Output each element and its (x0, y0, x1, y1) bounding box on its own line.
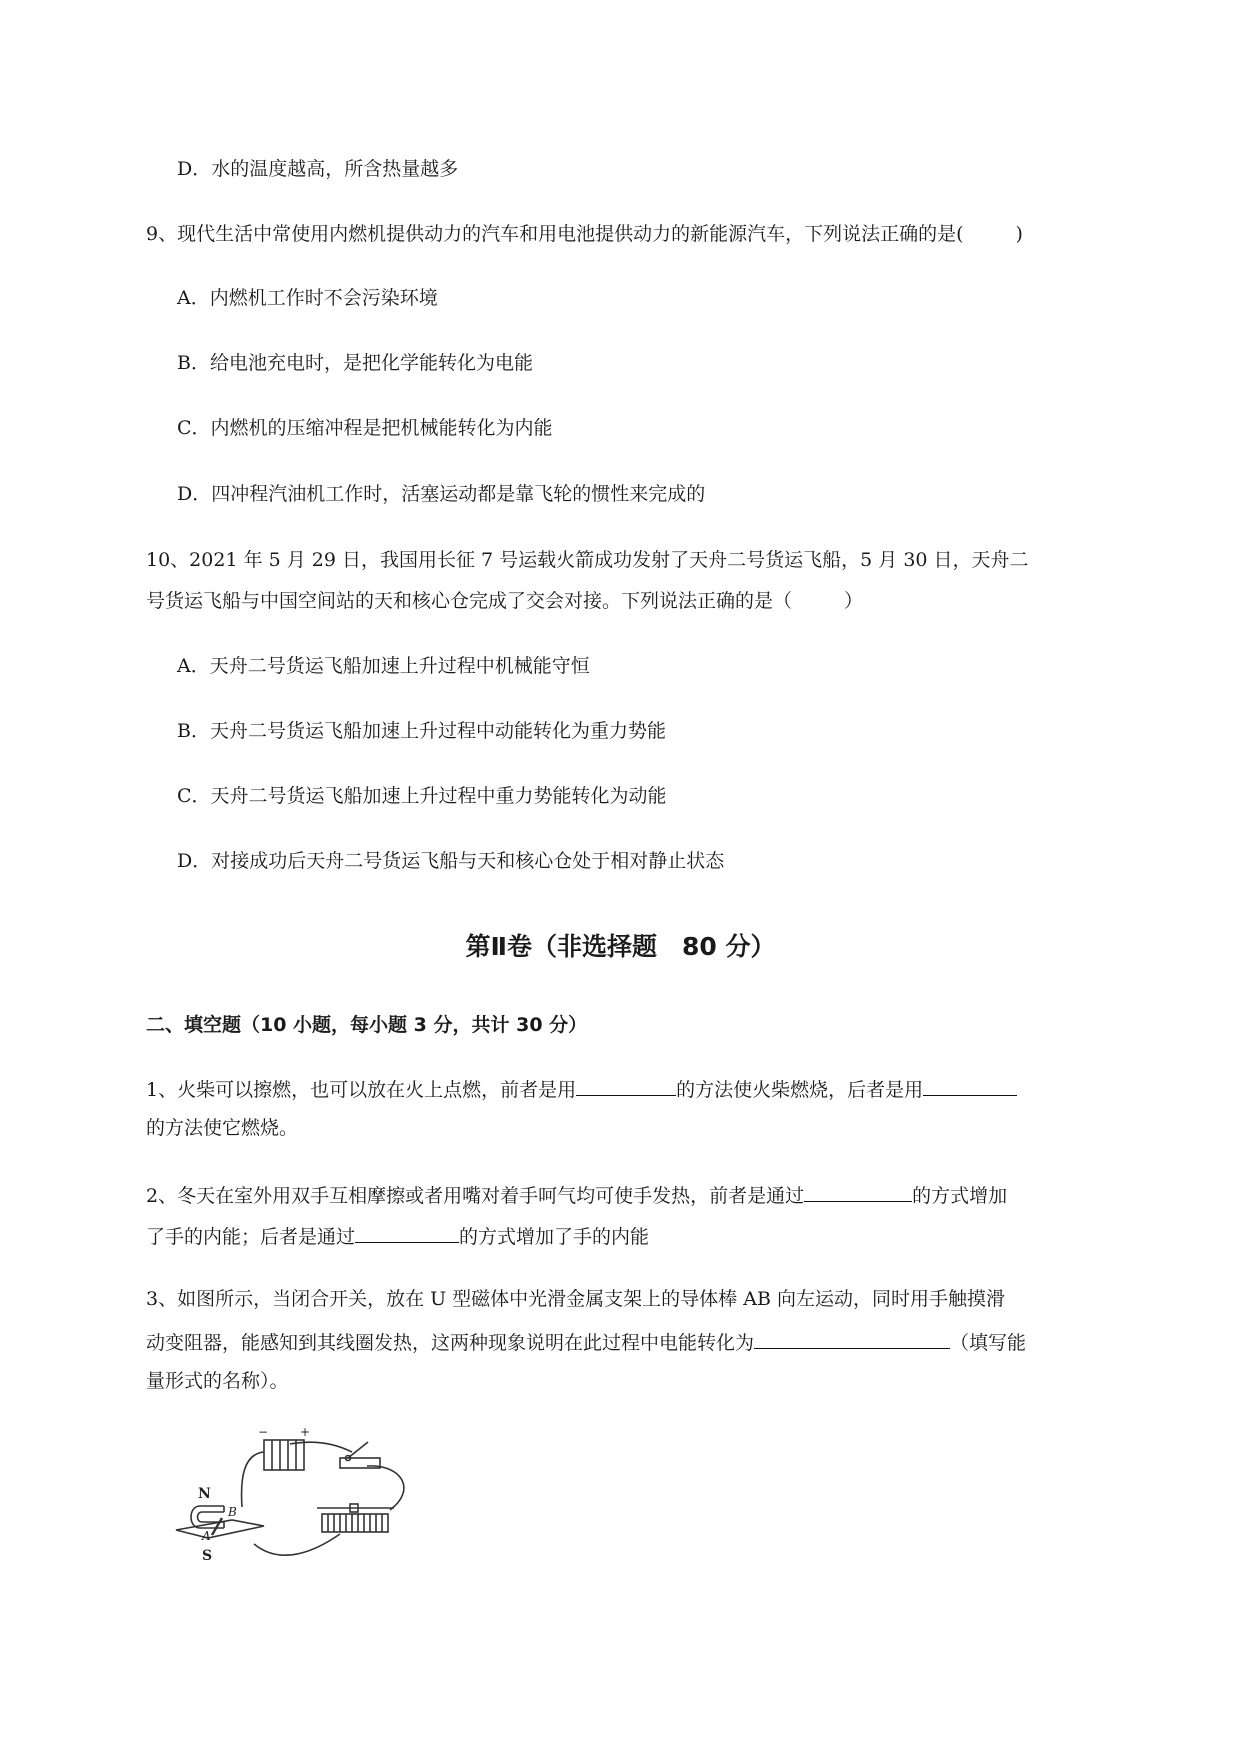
rod-label-b: B (228, 1505, 237, 1519)
fill2-text-a: 2、冬天在室外用双手互相摩擦或者用嘴对着手呵气均可使手发热，前者是通过 (146, 1185, 805, 1207)
rod-label-a: A (202, 1529, 211, 1543)
q10-stem-line1: 10、2021 年 5 月 29 日，我国用长征 7 号运载火箭成功发射了天舟二号货运飞船，5 月 30 日，天舟二 (146, 549, 1029, 571)
section2-heading: 二、填空题（10 小题，每小题 3 分，共计 30 分） (146, 1014, 588, 1036)
fill3-text-b: （填写能 (950, 1332, 1027, 1354)
battery-minus-label: − (258, 1425, 269, 1439)
fill3-blank[interactable] (754, 1328, 950, 1349)
q10-option-b: B．天舟二号货运飞船加速上升过程中动能转化为重力势能 (177, 720, 666, 742)
wire-top (290, 1442, 352, 1452)
fill2-line2 (146, 1222, 649, 1249)
fill1-text-b: 的方法使火柴燃烧，后者是用 (676, 1079, 924, 1101)
q9-option-c: C．内燃机的压缩冲程是把机械能转化为内能 (177, 417, 553, 439)
q10-stem-text: 号货运飞船与中国空间站的天和核心仓完成了交会对接。下列说法正确的是（ (146, 590, 793, 612)
fill2-text-b: 的方式增加 (912, 1185, 1008, 1207)
wire-left (242, 1452, 264, 1507)
q10-stem-line2 (146, 589, 863, 613)
switch-icon (340, 1442, 380, 1468)
battery-icon (264, 1440, 304, 1470)
fill2-text-c: 了手的内能；后者是通过 (146, 1226, 356, 1248)
fill3-line1: 3、如图所示，当闭合开关，放在 U 型磁体中光滑金属支架上的导体棒 AB 向左运动，同时用手触摸滑 (146, 1288, 1005, 1310)
fill3-line2 (146, 1328, 1026, 1355)
fill2-text-d: 的方式增加了手的内能 (459, 1226, 650, 1248)
wire-bottom (254, 1534, 340, 1555)
fill2-blank-2[interactable] (355, 1222, 459, 1243)
q9-stem-text: 9、现代生活中常使用内燃机提供动力的汽车和用电池提供动力的新能源汽车，下列说法正确的是( (146, 223, 964, 245)
q9-option-a: A．内燃机工作时不会污染环境 (177, 287, 438, 309)
part2-title: 第Ⅱ卷（非选择题 80 分） (465, 932, 776, 961)
circuit-figure (172, 1422, 432, 1577)
q10-option-c: C．天舟二号货运飞船加速上升过程中重力势能转化为动能 (177, 785, 667, 807)
fill1-line1 (146, 1075, 1017, 1102)
q10-option-a: A．天舟二号货运飞船加速上升过程中机械能守恒 (177, 655, 590, 677)
q9-stem-end: ) (1015, 223, 1023, 245)
fill1-blank-2[interactable] (923, 1075, 1017, 1096)
fill3-line3: 量形式的名称）。 (146, 1370, 289, 1392)
q9-option-b: B．给电池充电时，是把化学能转化为电能 (177, 352, 533, 374)
q9-stem (146, 222, 1023, 246)
fill1-text-a: 1、火柴可以擦燃，也可以放在火上点燃，前者是用 (146, 1079, 577, 1101)
fill2-blank-1[interactable] (804, 1181, 912, 1202)
magnet-north-label: N (198, 1486, 211, 1502)
magnet-south-label: S (202, 1548, 213, 1564)
conductor-rod-ab (212, 1518, 222, 1535)
battery-plus-label: + (300, 1425, 311, 1439)
fill1-blank-1[interactable] (576, 1075, 676, 1096)
rheostat-icon (317, 1504, 394, 1532)
fill1-line2: 的方法使它燃烧。 (146, 1117, 299, 1139)
fill3-text-a: 动变阻器，能感知到其线圈发热，这两种现象说明在此过程中电能转化为 (146, 1332, 755, 1354)
wire-right (367, 1466, 404, 1510)
q10-option-d: D．对接成功后天舟二号货运飞船与天和核心仓处于相对静止状态 (177, 850, 725, 872)
q10-stem-end: ） (844, 590, 864, 612)
q8-option-d: D．水的温度越高，所含热量越多 (177, 158, 459, 180)
fill2-line1 (146, 1181, 1007, 1208)
q9-option-d: D．四冲程汽油机工作时，活塞运动都是靠飞轮的惯性来完成的 (177, 483, 706, 505)
